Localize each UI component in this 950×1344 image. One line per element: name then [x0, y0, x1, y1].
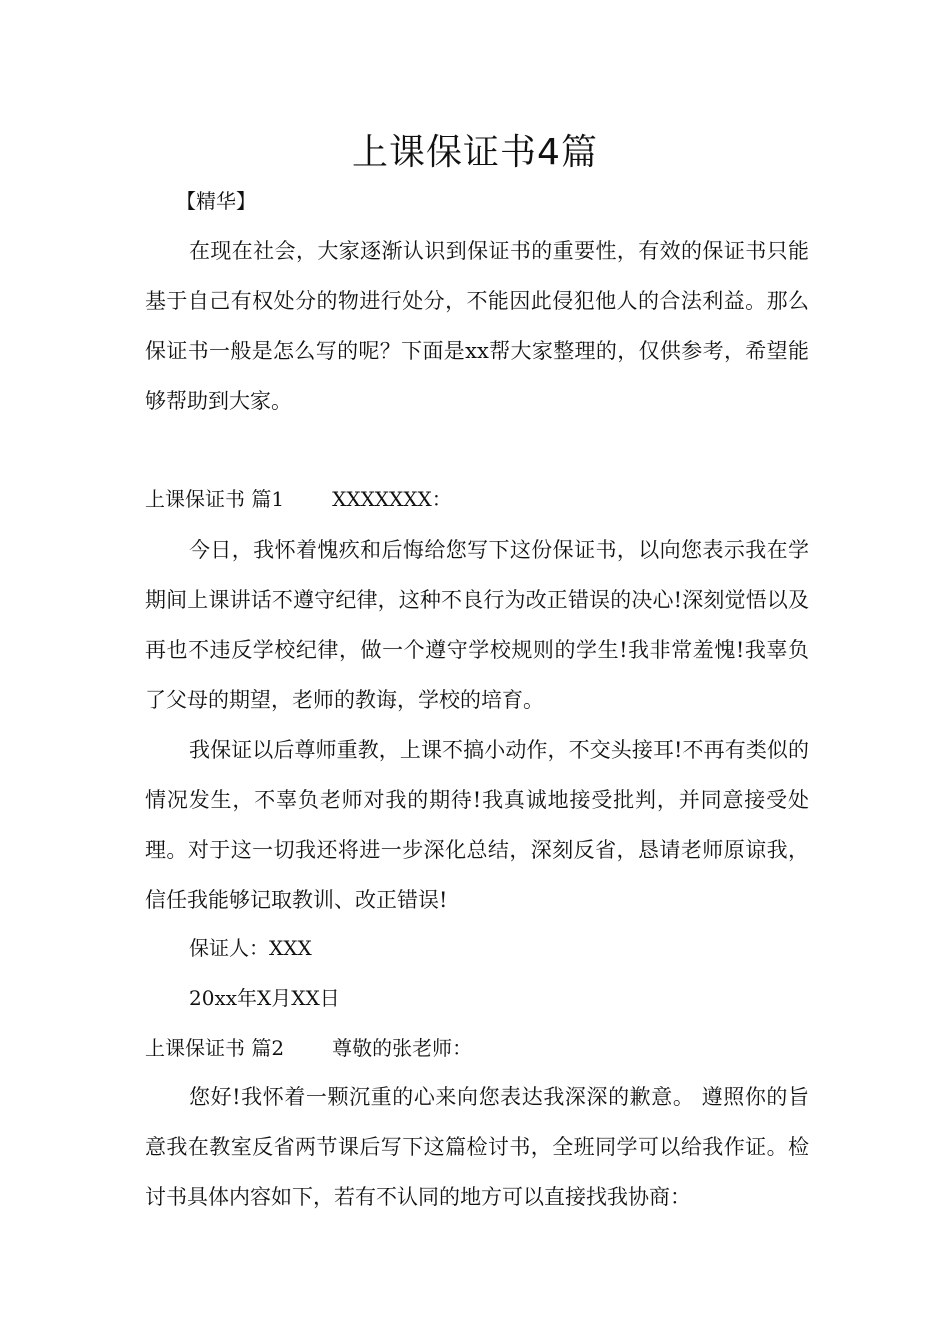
piece1-heading-line: [145, 484, 452, 514]
piece2-heading: 上课保证书 篇2: [145, 1036, 285, 1060]
document-title: 上课保证书4篇: [352, 132, 598, 173]
piece1-paragraph-1: 今日，我怀着愧疚和后悔给您写下这份保证书，以向您表示我在学期间上课讲话不遵守纪律，这种不良行为改正错误的决心!深刻觉悟以及再也不违反学校纪律，做一个遵守学校规则的学生!我非常羞愧!我辜负了父母的期望，老师的教诲，学校的培育。: [145, 538, 809, 712]
piece2-paragraph-1: 您好!我怀着一颗沉重的心来向您表达我深深的歉意。 遵照你的旨意我在教室反省两节课后写下这篇检讨书，全班同学可以给我作证。检讨书具体内容如下，若有不认同的地方可以直接找我协商：: [145, 1085, 809, 1209]
piece1-salutation: XXXXXXX：: [332, 487, 452, 511]
intro-paragraph: 在现在社会，大家逐渐认识到保证书的重要性，有效的保证书只能基于自己有权处分的物进行处分，不能因此侵犯他人的合法利益。那么保证书一般是怎么写的呢？下面是xx帮大家整理的，仅供参考，希望能够帮助到大家。: [145, 239, 809, 413]
piece1-heading: 上课保证书 篇1: [145, 487, 285, 511]
piece2-salutation: 尊敬的张老师：: [332, 1036, 473, 1060]
piece1-paragraph-2: 我保证以后尊师重教，上课不搞小动作，不交头接耳!不再有类似的情况发生，不辜负老师对我的期待!我真诚地接受批判，并同意接受处理。对于这一切我还将进一步深化总结，深刻反省，恳请老师原谅我，信任我能够记取教训、改正错误!: [145, 738, 809, 912]
document-tag: 【精华】: [176, 189, 256, 213]
piece2-heading-line: [145, 1033, 472, 1063]
piece1-signer: 保证人：XXX: [189, 936, 312, 960]
piece1-date: 20xx年X月XX日: [189, 986, 340, 1010]
